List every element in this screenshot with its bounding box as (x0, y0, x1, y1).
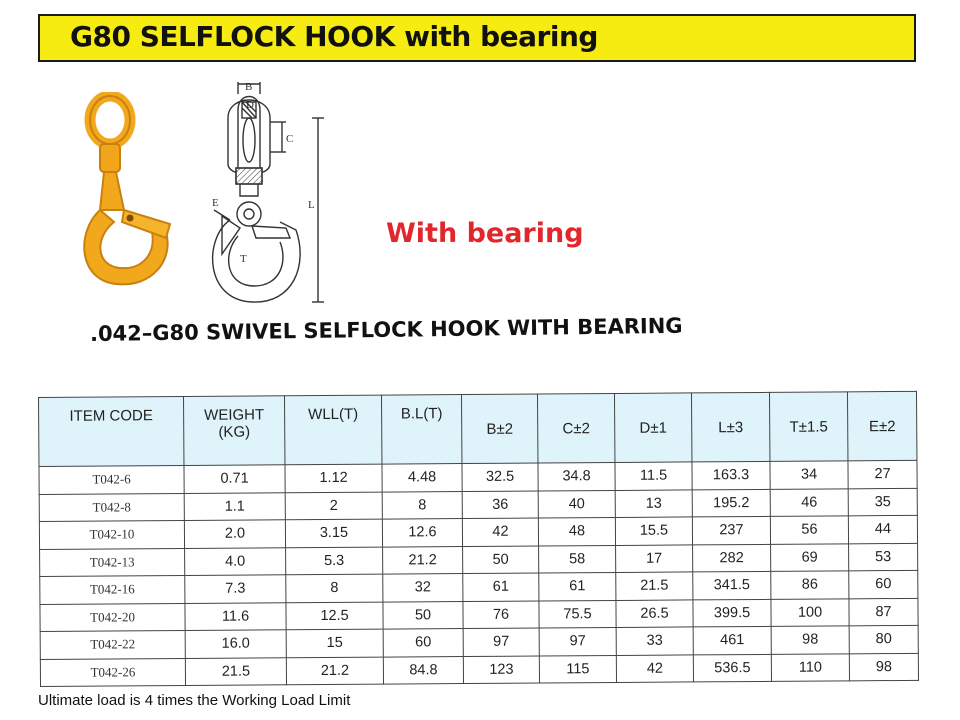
table-cell: 399.5 (693, 599, 771, 627)
column-header: B±2 (461, 394, 537, 464)
table-cell: 21.5 (185, 657, 286, 685)
table-cell: 32.5 (462, 463, 538, 491)
table-cell: 4.48 (382, 464, 462, 492)
item-code-cell: T042-8 (39, 493, 184, 522)
dimension-label-t: T (240, 253, 247, 265)
table-cell: 69 (771, 543, 849, 571)
table-cell: 4.0 (185, 547, 286, 575)
table-cell: 44 (848, 515, 917, 543)
table-cell: 16.0 (185, 630, 286, 658)
table-cell: 76 (463, 601, 539, 629)
table-cell: 84.8 (383, 656, 463, 684)
column-header: D±1 (614, 393, 691, 463)
dimension-label-l: L (308, 199, 315, 211)
column-header: WLL(T) (284, 395, 381, 465)
table-cell: 1.12 (285, 464, 382, 492)
column-header: C±2 (537, 393, 614, 463)
table-cell: 32 (383, 574, 463, 602)
item-code-cell: T042-6 (39, 465, 184, 494)
title-banner (38, 14, 916, 62)
table-cell: 34.8 (538, 462, 615, 490)
table-cell: 21.2 (383, 546, 463, 574)
item-code-cell: T042-22 (40, 630, 185, 659)
table-cell: 50 (383, 601, 463, 629)
column-header: L±3 (691, 392, 769, 462)
item-code-cell: T042-10 (39, 520, 184, 549)
table-cell: 17 (616, 544, 693, 572)
table-cell: 75.5 (539, 600, 616, 628)
table-cell: 56 (770, 516, 848, 544)
table-cell: 15.5 (615, 517, 692, 545)
table-cell: 60 (383, 629, 463, 657)
column-header: ITEM CODE (39, 396, 184, 466)
table-cell: 15 (286, 629, 383, 657)
table-cell: 341.5 (693, 571, 771, 599)
dimension-label-e: E (212, 197, 219, 209)
table-cell: 34 (770, 461, 848, 489)
dimension-label-c: C (286, 133, 294, 145)
table-cell: 48 (538, 517, 615, 545)
specification-table (38, 391, 919, 687)
column-header: T±1.5 (769, 392, 847, 462)
table-cell: 237 (692, 516, 770, 544)
table-cell: 195.2 (692, 489, 770, 517)
table-cell: 60 (849, 570, 918, 598)
section-heading: .042–G80 SWIVEL SELFLOCK HOOK WITH BEARING (89, 313, 683, 346)
table-cell: 36 (462, 491, 538, 519)
table-cell: 8 (382, 491, 462, 519)
table-cell: 26.5 (616, 599, 693, 627)
table-cell: 97 (463, 628, 539, 656)
yellow-swivel-selflock-hook-icon (70, 92, 190, 292)
swivel-hook-technical-drawing-icon (200, 78, 340, 310)
table-cell: 13 (615, 489, 692, 517)
table-cell: 33 (616, 627, 693, 655)
table-cell: 2.0 (184, 520, 285, 548)
table-cell: 21.5 (616, 572, 693, 600)
table-cell: 11.6 (185, 602, 286, 630)
table-cell: 61 (539, 572, 616, 600)
table-cell: 282 (693, 544, 771, 572)
dimension-label-d: D (246, 99, 254, 111)
table-row (40, 653, 918, 687)
item-code-cell: T042-16 (40, 575, 185, 604)
table-cell: 80 (849, 625, 918, 653)
item-code-cell: T042-20 (40, 603, 185, 632)
table-cell: 8 (286, 574, 383, 602)
with-bearing-label: With bearing (386, 218, 584, 249)
table-cell: 42 (462, 518, 538, 546)
table-cell: 110 (771, 653, 849, 681)
table-cell: 98 (849, 653, 918, 681)
table-cell: 5.3 (286, 547, 383, 575)
table-cell: 123 (463, 656, 539, 684)
item-code-cell: T042-26 (40, 658, 185, 687)
table-cell: 50 (463, 546, 539, 574)
table-cell: 97 (539, 627, 616, 655)
table-header-row (39, 391, 917, 466)
table-cell: 115 (539, 655, 616, 683)
table-cell: 11.5 (615, 462, 692, 490)
table-cell: 12.5 (286, 602, 383, 630)
item-code-cell: T042-13 (40, 548, 185, 577)
table-cell: 0.71 (184, 465, 285, 493)
column-header: B.L(T) (381, 395, 461, 465)
table-cell: 1.1 (184, 492, 285, 520)
table-cell: 40 (538, 490, 615, 518)
table-cell: 98 (771, 626, 849, 654)
page-title: G80 SELFLOCK HOOK with bearing (70, 20, 598, 53)
table-cell: 61 (463, 573, 539, 601)
column-header: E±2 (847, 391, 916, 460)
table-cell: 21.2 (286, 657, 383, 685)
table-cell: 100 (771, 598, 849, 626)
table-cell: 87 (849, 598, 918, 626)
dimension-label-b: B (245, 81, 253, 93)
table-cell: 163.3 (692, 461, 770, 489)
table-cell: 35 (848, 488, 917, 516)
table-cell: 58 (539, 545, 616, 573)
column-header: WEIGHT (KG) (183, 396, 284, 466)
table-cell: 46 (770, 488, 848, 516)
table-cell: 536.5 (693, 654, 771, 682)
table-cell: 3.15 (285, 519, 382, 547)
table-cell: 27 (848, 460, 917, 488)
table-cell: 53 (849, 543, 918, 571)
footnote: Ultimate load is 4 times the Working Load Limit (38, 692, 351, 709)
table-cell: 2 (285, 492, 382, 520)
table-cell: 7.3 (185, 575, 286, 603)
table-cell: 42 (616, 654, 693, 682)
table-cell: 12.6 (382, 519, 462, 547)
table-cell: 461 (693, 626, 771, 654)
table-cell: 86 (771, 571, 849, 599)
